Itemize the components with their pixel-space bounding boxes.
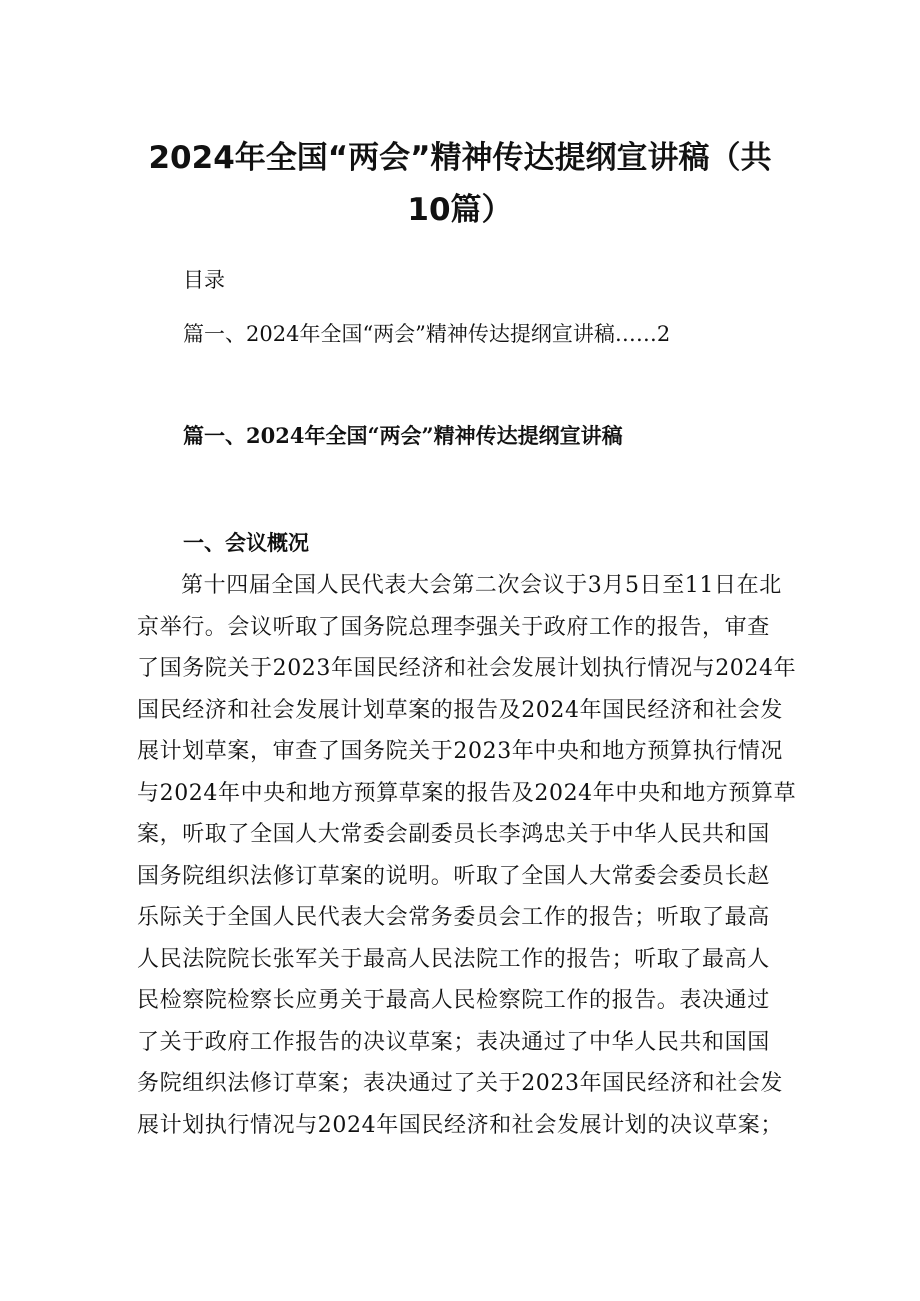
section-heading: 篇一、2024年全国“两会”精神传达提纲宣讲稿 (183, 423, 623, 448)
paragraph-line: 了关于政府工作报告的决议草案；表决通过了中华人民共和国国 (137, 1029, 770, 1055)
paragraph-line: 案，听取了全国人大常委会副委员长李鸿忠关于中华人民共和国 (137, 822, 770, 847)
toc-entry[interactable]: 篇一、2024年全国“两会”精神传达提纲宣讲稿……2 (183, 322, 671, 346)
document-title (110, 132, 810, 236)
paragraph-line: 第十四届全国人民代表大会第二次会议于3月5日至11日在北 (181, 573, 782, 598)
paragraph-line: 人民法院院长张军关于最高人民法院工作的报告；听取了最高人 (137, 946, 770, 972)
document-title-line-1: 2024年全国“两会”精神传达提纲宣讲稿（共 (148, 140, 772, 176)
document-title-line-2: 10篇） (407, 192, 513, 228)
paragraph-line: 乐际关于全国人民代表大会常务委员会工作的报告；听取了最高 (137, 905, 770, 930)
paragraph-line: 与2024年中央和地方预算草案的报告及2024年中央和地方预算草 (137, 780, 797, 806)
body-paragraph (137, 565, 797, 1146)
paragraph-line: 京举行。会议听取了国务院总理李强关于政府工作的报告，审查 (137, 614, 770, 640)
subsection-heading: 一、会议概况 (183, 531, 309, 555)
paragraph-line: 展计划草案，审查了国务院关于2023年中央和地方预算执行情况 (137, 739, 783, 764)
paragraph-line: 展计划执行情况与2024年国民经济和社会发展计划的决议草案； (137, 1112, 783, 1138)
toc-label: 目录 (183, 268, 225, 292)
paragraph-line: 务院组织法修订草案；表决通过了关于2023年国民经济和社会发 (137, 1071, 783, 1096)
paragraph-line: 民检察院检察长应勇关于最高人民检察院工作的报告。表决通过 (137, 988, 770, 1013)
paragraph-line: 国民经济和社会发展计划草案的报告及2024年国民经济和社会发 (137, 697, 783, 723)
paragraph-line: 了国务院关于2023年国民经济和社会发展计划执行情况与2024年 (137, 656, 797, 681)
paragraph-line: 国务院组织法修订草案的说明。听取了全国人大常委会委员长赵 (137, 863, 770, 889)
